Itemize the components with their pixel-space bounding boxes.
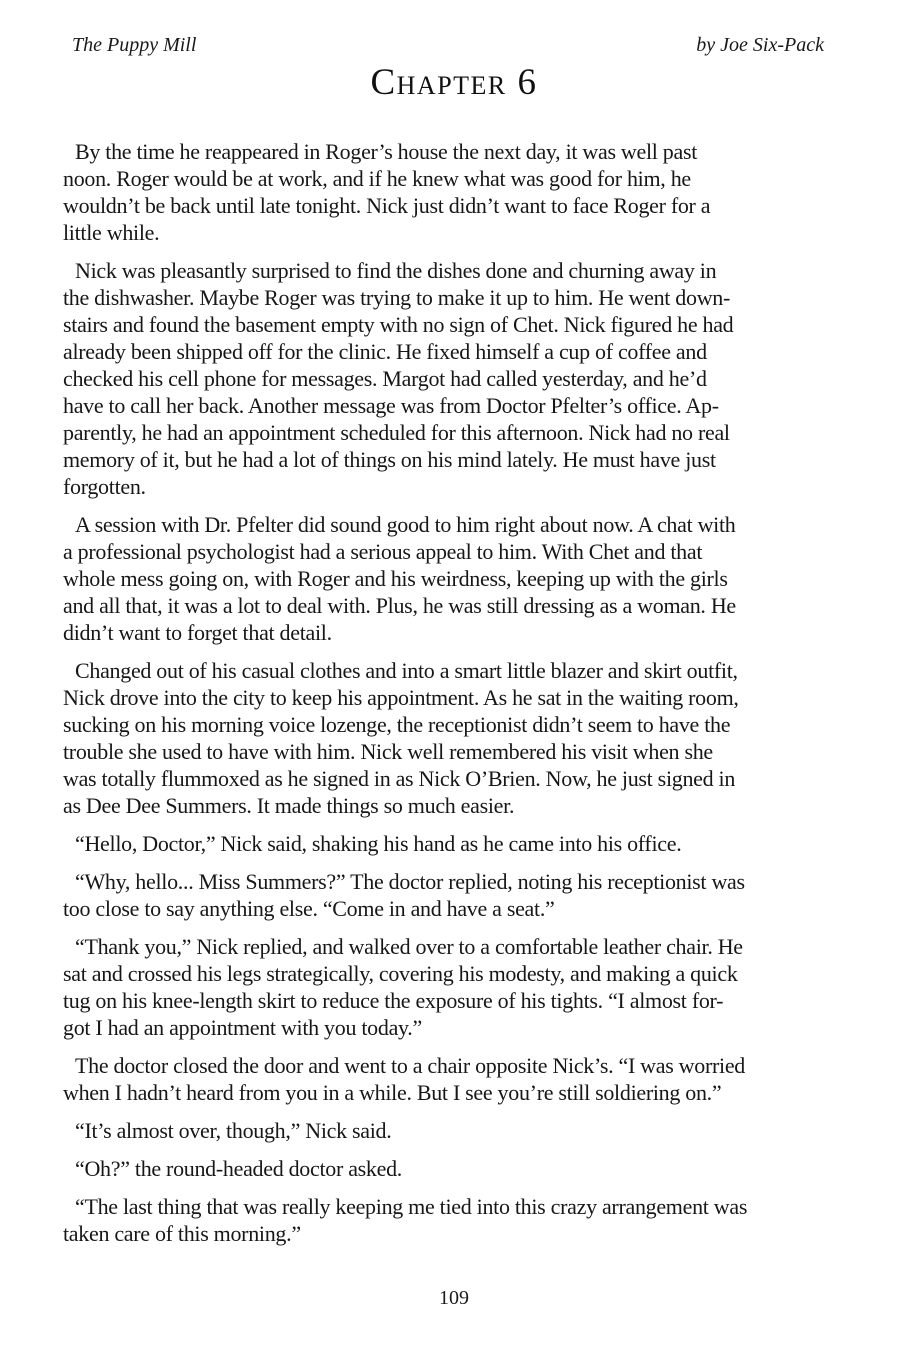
text-line: tug on his knee-length skirt to reduce the exposure of his tights. “I almost for- <box>63 988 724 1013</box>
text-line: little while. <box>63 220 160 245</box>
text-line: By the time he reappeared in Roger’s house the next day, it was well past <box>75 139 698 164</box>
text-line: stairs and found the basement empty with no sign of Chet. Nick figured he had <box>63 312 734 337</box>
paragraph <box>63 1117 853 1144</box>
text-line: too close to say anything else. “Come in and have a seat.” <box>63 896 555 921</box>
text-line: forgotten. <box>63 474 146 499</box>
text-line: and all that, it was a lot to deal with. Plus, he was still dressing as a woman. He <box>63 593 736 618</box>
paragraph <box>63 257 853 500</box>
chapter-title: Chapter 6 <box>370 62 538 103</box>
text-line: have to call her back. Another message was from Doctor Pfelter’s office. Ap- <box>63 393 719 418</box>
text-line: Nick was pleasantly surprised to find the dishes done and churning away in <box>75 258 717 283</box>
text-line: checked his cell phone for messages. Margot had called yesterday, and he’d <box>63 366 707 391</box>
paragraph <box>63 138 853 246</box>
text-line: “Thank you,” Nick replied, and walked over to a comfortable leather chair. He <box>75 934 743 959</box>
page-number: 109 <box>439 1287 469 1309</box>
paragraph <box>63 933 853 1041</box>
text-line: “Why, hello... Miss Summers?” The doctor replied, noting his receptionist was <box>75 869 745 894</box>
body-text <box>63 138 853 1258</box>
text-line: wouldn’t be back until late tonight. Nick just didn’t want to face Roger for a <box>63 193 711 218</box>
text-line: “The last thing that was really keeping me tied into this crazy arrangement was <box>75 1194 748 1219</box>
text-line: didn’t want to forget that detail. <box>63 620 332 645</box>
text-line: memory of it, but he had a lot of things on his mind lately. He must have just <box>63 447 716 472</box>
text-line: Changed out of his casual clothes and into a smart little blazer and skirt outfit, <box>75 658 738 683</box>
paragraph <box>63 1052 853 1106</box>
text-line: “Hello, Doctor,” Nick said, shaking his hand as he came into his office. <box>75 831 682 856</box>
running-header-title: The Puppy Mill <box>72 34 197 56</box>
paragraph <box>63 868 853 922</box>
text-line: The doctor closed the door and went to a chair opposite Nick’s. “I was worried <box>75 1053 745 1078</box>
paragraph <box>63 657 853 819</box>
running-header <box>72 34 824 56</box>
text-line: as Dee Dee Summers. It made things so much easier. <box>63 793 515 818</box>
text-line: A session with Dr. Pfelter did sound good to him right about now. A chat with <box>75 512 736 537</box>
paragraph <box>63 1193 853 1247</box>
running-header-author: by Joe Six-Pack <box>696 34 824 56</box>
text-line: Nick drove into the city to keep his appointment. As he sat in the waiting room, <box>63 685 739 710</box>
text-line: trouble she used to have with him. Nick well remembered his visit when she <box>63 739 713 764</box>
paragraph <box>63 1155 853 1182</box>
paragraph <box>63 830 853 857</box>
text-line: a professional psychologist had a serious appeal to him. With Chet and that <box>63 539 703 564</box>
text-line: “It’s almost over, though,” Nick said. <box>75 1118 392 1143</box>
text-line: noon. Roger would be at work, and if he knew what was good for him, he <box>63 166 691 191</box>
text-line: the dishwasher. Maybe Roger was trying to make it up to him. He went down- <box>63 285 731 310</box>
text-line: “Oh?” the round-headed doctor asked. <box>75 1156 402 1181</box>
text-line: already been shipped off for the clinic. He fixed himself a cup of coffee and <box>63 339 707 364</box>
text-line: got I had an appointment with you today.” <box>63 1015 422 1040</box>
text-line: was totally flummoxed as he signed in as Nick O’Brien. Now, he just signed in <box>63 766 736 791</box>
text-line: parently, he had an appointment scheduled for this afternoon. Nick had no real <box>63 420 730 445</box>
text-line: whole mess going on, with Roger and his weirdness, keeping up with the girls <box>63 566 728 591</box>
text-line: when I hadn’t heard from you in a while. But I see you’re still soldiering on.” <box>63 1080 722 1105</box>
text-line: sucking on his morning voice lozenge, the receptionist didn’t seem to have the <box>63 712 731 737</box>
text-line: sat and crossed his legs strategically, covering his modesty, and making a quick <box>63 961 738 986</box>
text-line: taken care of this morning.” <box>63 1221 301 1246</box>
paragraph <box>63 511 853 646</box>
